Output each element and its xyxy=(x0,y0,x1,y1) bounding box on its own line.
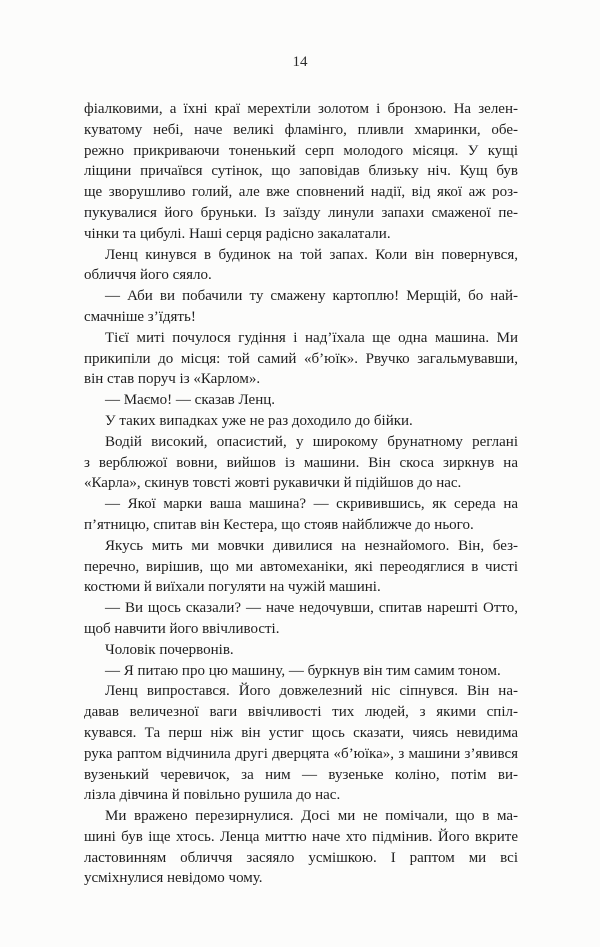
text-line: — Якої марки ваша машина? — скривившись, як середа на xyxy=(105,496,518,513)
text-line: щоб навчити його ввічливості. xyxy=(84,620,280,637)
paragraph xyxy=(84,494,518,536)
paragraph xyxy=(84,806,518,889)
page-text xyxy=(84,99,518,889)
text-line: «Карла», скинув товсті жовті рукавички й підійшов до нас. xyxy=(84,475,462,492)
paragraph xyxy=(84,245,518,287)
text-line: кувався. Та перш ніж він устиг щось сказати, чиясь невидима xyxy=(84,724,518,741)
text-line: ластовинням обличчя засяяло усмішкою. І раптом ми всі xyxy=(84,849,518,866)
text-line: — Ви щось сказали? — наче недочувши, спитав нарешті Отто, xyxy=(105,600,518,617)
text-line: прикипіли до місця: той самий «б’юїк». Рвучко загальмувавши, xyxy=(84,350,518,367)
text-line: давав величезної ваги ввічливості тих людей, з якими спіл- xyxy=(84,704,518,721)
text-line: режно прикриваючи тоненький серп молодого місяця. У кущі xyxy=(84,142,518,159)
text-line: чінки та цибулі. Наші серця радісно закалатали. xyxy=(84,225,391,242)
text-line: — Аби ви побачили ту смажену картоплю! Мерщій, бо най- xyxy=(105,288,518,305)
text-line: Чоловік почервонів. xyxy=(105,641,234,658)
paragraph xyxy=(84,661,518,682)
text-line: з верблюжої вовни, вийшов із машини. Він скоса зиркнув на xyxy=(84,454,518,471)
text-line: Тієї миті почулося гудіння і над’їхала ще одна машина. Ми xyxy=(105,329,518,346)
paragraph xyxy=(84,286,518,328)
paragraph xyxy=(84,328,518,390)
text-line: Ми вражено перезирнулися. Досі ми не помічали, що в ма- xyxy=(105,808,518,825)
paragraph xyxy=(84,640,518,661)
page-number: 14 xyxy=(292,54,308,70)
paragraph xyxy=(84,99,518,245)
text-line: — Я питаю про цю машину, — буркнув він тим самим тоном. xyxy=(105,662,501,679)
text-line: Якусь мить ми мовчки дивилися на незнайомого. Він, без- xyxy=(105,537,518,554)
text-line: п’ятницю, спитав він Кестера, що стояв найближче до нього. xyxy=(84,516,474,533)
text-line: обличчя його сяяло. xyxy=(84,267,212,284)
text-line: костюми й виїхали погуляти на чужій машині. xyxy=(84,579,381,596)
text-line: перечно, вирішив, що ми автомеханіки, які переодяглися в чисті xyxy=(84,558,518,575)
text-line: Ленц випростався. Його довжелезний ніс сіпнувся. Він на- xyxy=(105,683,518,700)
text-line: ліщини причаївся сутінок, що заповідав близьку ніч. Кущ був xyxy=(84,163,518,180)
text-line: ще зворушливо голий, але вже сповнений надії, від якої аж роз- xyxy=(84,184,518,201)
text-line: Водій високий, опасистий, у широкому брунатному реглані xyxy=(105,433,518,450)
paragraph xyxy=(84,432,518,494)
text-line: рука раптом відчинила другі дверцята «б’юїка», з машини з’явився xyxy=(84,745,518,762)
text-line: вузенький черевичок, за ним — вузеньке коліно, потім ви- xyxy=(84,766,518,783)
text-line: він став поруч із «Карлом». xyxy=(84,371,261,388)
text-line: пукувалися його бруньки. Із заїзду линули запахи смаженої пе- xyxy=(84,204,518,221)
text-line: фіалковими, а їхні краї мерехтіли золотом і бронзою. На зелен- xyxy=(84,101,518,117)
paragraph xyxy=(84,536,518,598)
text-line: смачніше з’їдять! xyxy=(84,308,196,325)
paragraph xyxy=(84,598,518,640)
text-line: куватому небі, наче великі фламінго, пливли хмаринки, обе- xyxy=(84,121,518,138)
text-line: У таких випадках уже не раз доходило до бійки. xyxy=(105,412,413,429)
text-line: лізла дівчина й повільно рушила до нас. xyxy=(84,787,341,804)
paragraph xyxy=(84,390,518,411)
text-line: Ленц кинувся в будинок на той запах. Коли він повернувся, xyxy=(105,246,518,263)
paragraph xyxy=(84,411,518,432)
paragraph xyxy=(84,681,518,806)
text-line: шині був іще хтось. Ленца миттю наче хто підмінив. Його вкрите xyxy=(84,828,518,845)
text-line: усміхнулися невідомо чому. xyxy=(84,870,263,887)
text-line: — Маємо! — сказав Ленц. xyxy=(105,392,275,409)
